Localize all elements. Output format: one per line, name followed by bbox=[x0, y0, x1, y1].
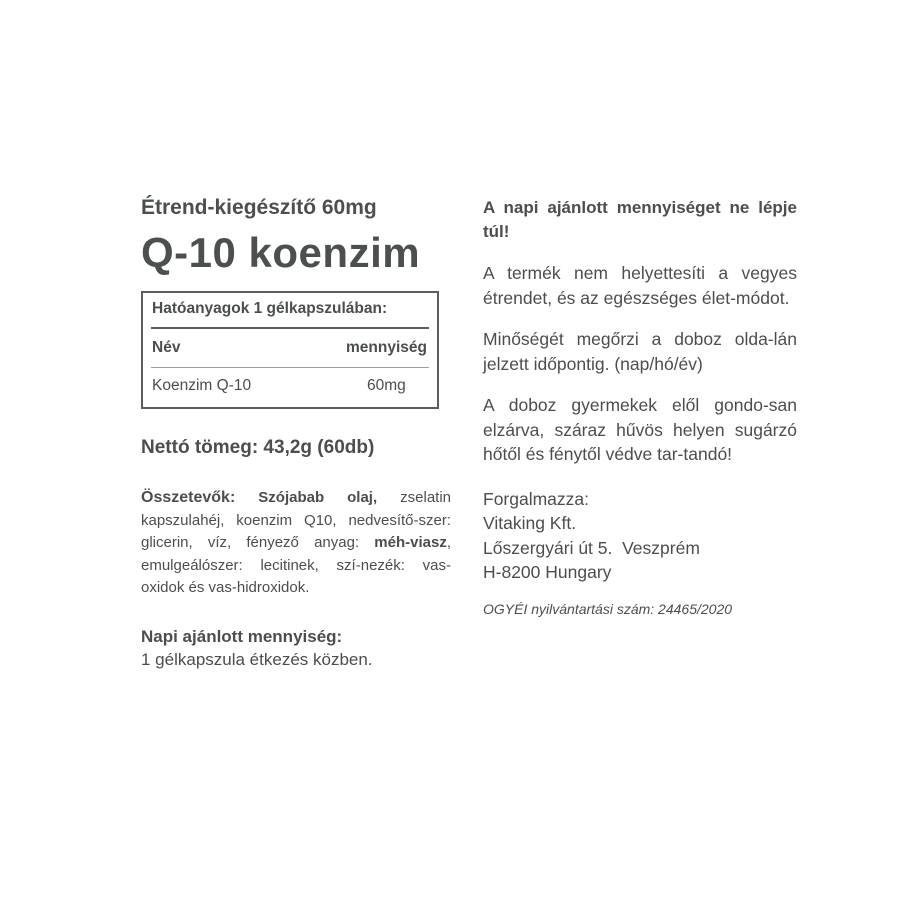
left-column bbox=[141, 195, 451, 671]
dosage bbox=[141, 625, 451, 671]
distributor-street: Lőszergyári út 5. Veszprém bbox=[483, 537, 700, 558]
ingredients-table bbox=[141, 291, 439, 409]
ingredient-name: Koenzim Q-10 bbox=[152, 377, 252, 394]
dosage-label: Napi ajánlott mennyiség: bbox=[141, 626, 343, 646]
dosage-warning: A napi ajánlott mennyiséget ne lépje túl! bbox=[483, 198, 797, 241]
ingredients-divider bbox=[151, 327, 429, 329]
distributor-label: Forgalmazza: bbox=[483, 488, 590, 509]
ingredients-row-divider bbox=[151, 367, 429, 368]
composition-label: Összetevők: bbox=[141, 489, 236, 506]
dosage-text: 1 gélkapszula étkezés közben. bbox=[141, 649, 373, 669]
composition-part-2: zselatin kapszulahéj, koenzim Q10, nedvesítő-szer: glicerin, víz, fényező anyag: bbox=[141, 489, 452, 551]
notice-diet: A termék nem helyettesíti a vegyes étrendet, és az egészséges élet-módot. bbox=[483, 263, 797, 308]
distributor bbox=[483, 487, 797, 585]
composition-part-4: , emulgeálószer: lecitinek, szí-nezék: vas-oxidok és vas-hidroxidok. bbox=[141, 534, 451, 596]
composition-part-1: Szójabab olaj, bbox=[258, 489, 378, 506]
ingredient-quantity: 60mg bbox=[367, 377, 406, 394]
registration-number: OGYÉI nyilvántartási szám: 24465/2020 bbox=[483, 600, 733, 617]
notice-storage: A doboz gyermekek elől gondo-san elzárva, száraz hűvös helyen sugárzó hőtől és fénytől védve tar-tandó! bbox=[483, 395, 797, 464]
composition-part-3: méh-viasz bbox=[374, 534, 447, 551]
composition bbox=[141, 487, 451, 600]
product-title: Q-10 koenzim bbox=[141, 229, 421, 276]
ingredients-heading: Hatóanyagok 1 gélkapszulában: bbox=[152, 300, 388, 317]
column-header-name: Név bbox=[152, 339, 181, 356]
product-subtitle: Étrend-kiegészítő 60mg bbox=[141, 196, 377, 219]
distributor-company: Vitaking Kft. bbox=[483, 513, 577, 533]
column-header-quantity: mennyiség bbox=[346, 339, 427, 356]
net-weight: Nettó tömeg: 43,2g (60db) bbox=[141, 437, 375, 458]
notice-best-before: Minőségét megőrzi a doboz olda-lán jelzett időpontig. (nap/hó/év) bbox=[483, 329, 797, 374]
distributor-city: H-8200 Hungary bbox=[483, 562, 612, 582]
right-column bbox=[483, 196, 797, 617]
